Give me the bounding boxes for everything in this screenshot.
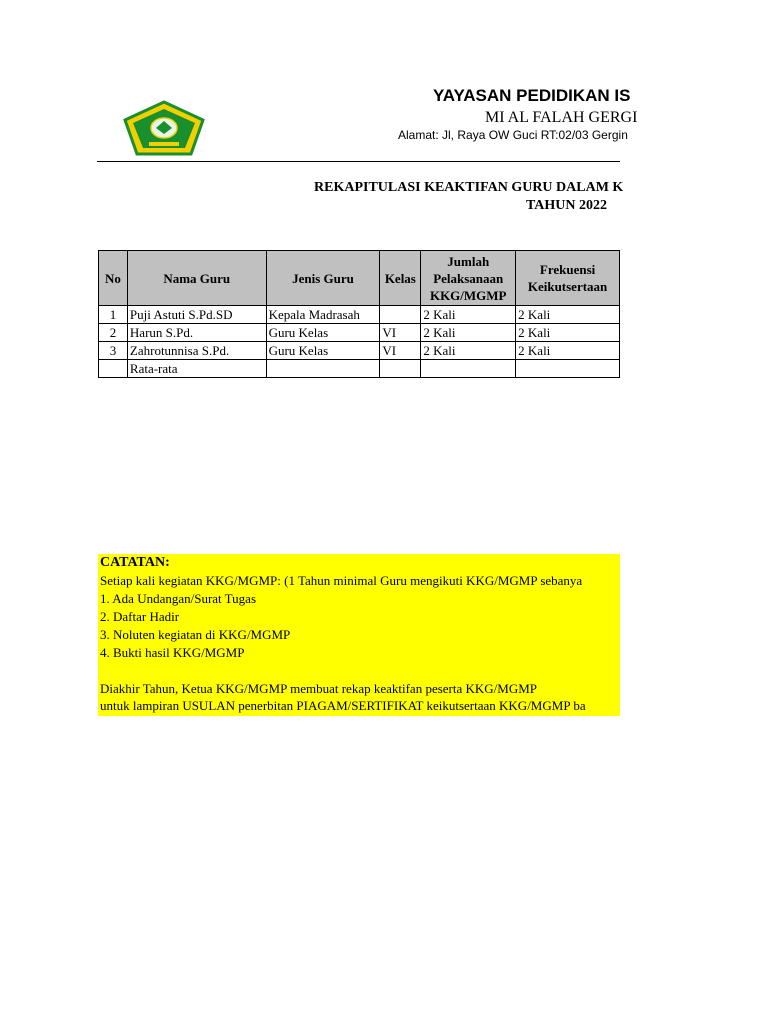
cell-class [380,360,421,378]
cell-type: Guru Kelas [266,342,380,360]
cell-no [99,360,128,378]
cell-class: VI [380,342,421,360]
notes-line: 3. Noluten kegiatan di KKG/MGMP [100,627,291,642]
cell-type [266,360,380,378]
notes-line: untuk lampiran USULAN penerbitan PIAGAM/SERTIFIKAT keikutsertaan KKG/MGMP ba [100,698,586,713]
table-row [99,324,620,342]
cell-type: Guru Kelas [266,324,380,342]
school-logo-icon [123,100,205,156]
document-title: REKAPITULASI KEAKTIFAN GURU DALAM K [314,180,624,195]
cell-name: Rata-rata [127,360,266,378]
cell-no: 3 [99,342,128,360]
col-header-frequency: Frekuensi Keikutsertaan [516,251,620,306]
cell-frequency: 2 Kali [516,324,620,342]
cell-no: 1 [99,306,128,324]
col-header-class: Kelas [380,251,421,306]
cell-count [421,360,516,378]
cell-count: 2 Kali [421,324,516,342]
col-header-count: Jumlah Pelaksanaan KKG/MGMP [421,251,516,306]
col-header-type: Jenis Guru [266,251,380,306]
notes-line: Diakhir Tahun, Ketua KKG/MGMP membuat rekap keaktifan peserta KKG/MGMP [100,681,538,696]
cell-class: VI [380,324,421,342]
notes-line: 4. Bukti hasil KKG/MGMP [100,645,245,660]
foundation-name: YAYASAN PEDIDIKAN IS [433,86,631,105]
header-divider [97,161,620,162]
table-row [99,306,620,324]
school-name: MI AL FALAH GERGI [485,109,638,126]
cell-name: Puji Astuti S.Pd.SD [127,306,266,324]
cell-type: Kepala Madrasah [266,306,380,324]
notes-line: 2. Daftar Hadir [100,609,180,624]
table-header-row [99,251,620,306]
recap-table [98,250,620,378]
cell-count: 2 Kali [421,306,516,324]
cell-count: 2 Kali [421,342,516,360]
cell-no: 2 [99,324,128,342]
notes-box [98,554,620,716]
table-row [99,342,620,360]
document-year: TAHUN 2022 [526,198,608,213]
table-row-average [99,360,620,378]
cell-name: Zahrotunnisa S.Pd. [127,342,266,360]
cell-frequency: 2 Kali [516,306,620,324]
col-header-name: Nama Guru [127,251,266,306]
notes-line: Setiap kali kegiatan KKG/MGMP: (1 Tahun minimal Guru mengikuti KKG/MGMP sebanya [100,573,583,588]
cell-frequency: 2 Kali [516,342,620,360]
col-header-no: No [99,251,128,306]
school-address: Alamat: Jl, Raya OW Guci RT:02/03 Gergin [398,128,628,142]
cell-frequency [516,360,620,378]
notes-line: 1. Ada Undangan/Surat Tugas [100,591,256,606]
cell-name: Harun S.Pd. [127,324,266,342]
notes-title: CATATAN: [100,555,170,570]
cell-class [380,306,421,324]
